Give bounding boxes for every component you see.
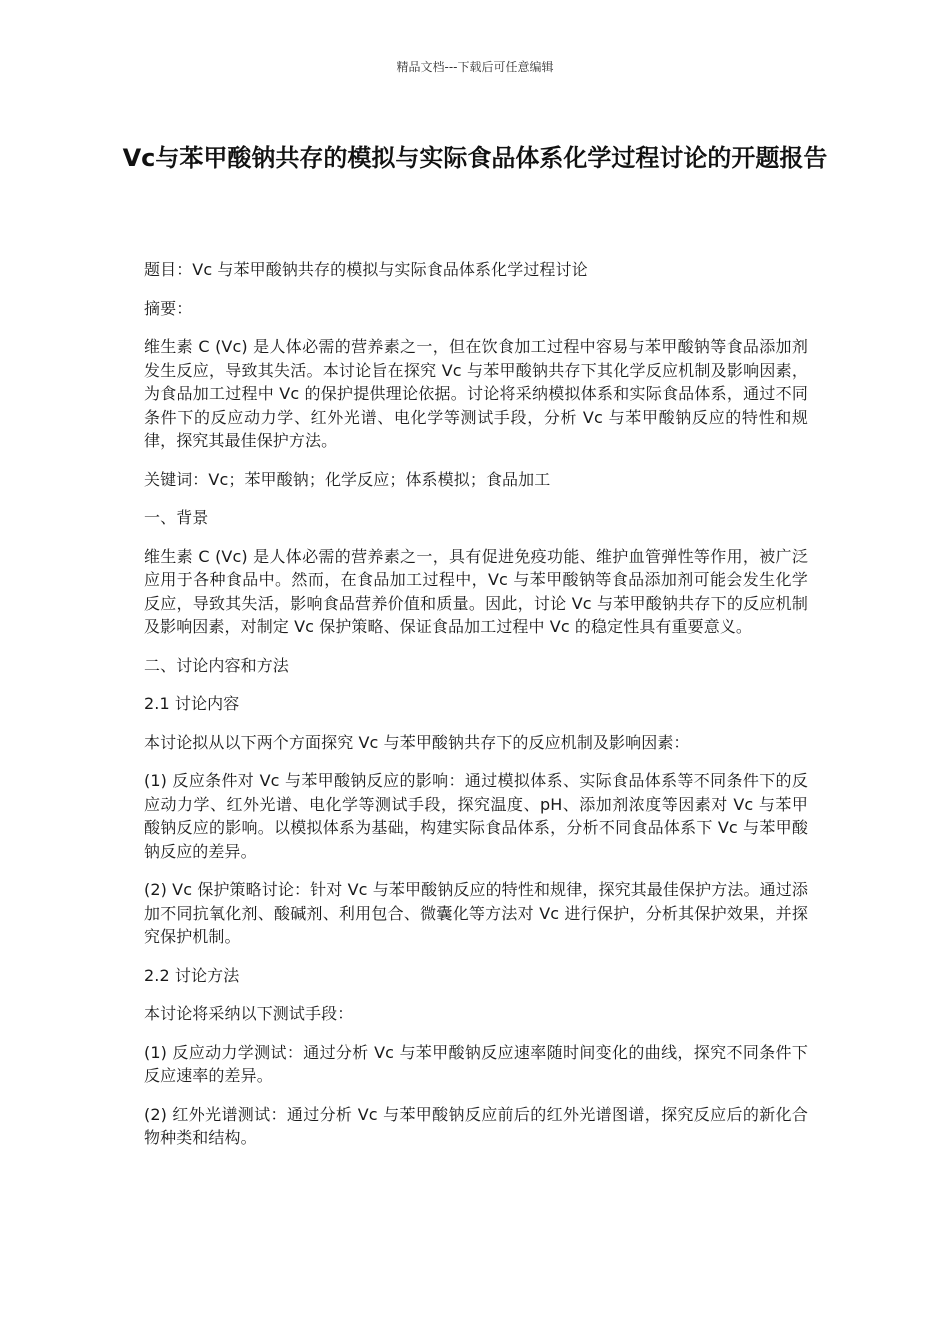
header-note: 精品文档---下载后可任意编辑 bbox=[396, 60, 554, 74]
keywords-line: 关键词：Vc；苯甲酸钠；化学反应；体系模拟；食品加工 bbox=[144, 469, 551, 489]
methods-item-2: (2) 红外光谱测试：通过分析 Vc 与苯甲酸钠反应前后的红外光谱图谱，探究反应后的新化合物种类和结构。 bbox=[144, 1104, 808, 1147]
content-item-1: (1) 反应条件对 Vc 与苯甲酸钠反应的影响：通过模拟体系、实际食品体系等不同条件下的反应动力学、红外光谱、电化学等测试手段，探究温度、pH、添加剂浓度等因素对 Vc 与苯甲酸钠反应的影响。以模拟体系为基础，构建实际食品体系，分析不同食品体系下 Vc 与苯甲酸钠反应的差异。 bbox=[144, 771, 808, 861]
document-body bbox=[144, 258, 808, 1165]
subsection-heading-methods: 2.2 讨论方法 bbox=[144, 965, 240, 985]
document-title: Vc与苯甲酸钠共存的模拟与实际食品体系化学过程讨论的开题报告 bbox=[122, 144, 828, 172]
section-heading-background: 一、背景 bbox=[144, 508, 209, 527]
content-item-2: (2) Vc 保护策略讨论：针对 Vc 与苯甲酸钠反应的特性和规律，探究其最佳保护方法。通过添加不同抗氧化剂、酸碱剂、利用包合、微囊化等方法对 Vc 进行保护，分析其保护效果，并探究保护机制。 bbox=[144, 880, 808, 946]
background-text: 维生素 C (Vc) 是人体必需的营养素之一，具有促进免疫功能、维护血管弹性等作用，被广泛应用于各种食品中。然而，在食品加工过程中，Vc 与苯甲酸钠等食品添加剂可能会发生化学反应，导致其失活，影响食品营养价值和质量。因此，讨论 Vc 与苯甲酸钠共存下的反应机制及影响因素，对制定 Vc 保护策略、保证食品加工过程中 Vc 的稳定性具有重要意义。 bbox=[144, 546, 808, 636]
abstract-heading: 摘要： bbox=[144, 298, 193, 318]
content-intro: 本讨论拟从以下两个方面探究 Vc 与苯甲酸钠共存下的反应机制及影响因素： bbox=[144, 732, 690, 752]
subsection-heading-content: 2.1 讨论内容 bbox=[144, 694, 240, 713]
methods-intro: 本讨论将采纳以下测试手段： bbox=[144, 1004, 354, 1023]
abstract-text: 维生素 C (Vc) 是人体必需的营养素之一，但在饮食加工过程中容易与苯甲酸钠等食品添加剂发生反应，导致其失活。本讨论旨在探究 Vc 与苯甲酸钠共存下其化学反应机制及影响因素，为食品加工过程中 Vc 的保护提供理论依据。讨论将采纳模拟体系和实际食品体系，通过不同条件下的反应动力学、红外光谱、电化学等测试手段，分析 Vc 与苯甲酸钠反应的特性和规律，探究其最佳保护方法。 bbox=[144, 337, 808, 450]
topic-line: 题目：Vc 与苯甲酸钠共存的模拟与实际食品体系化学过程讨论 bbox=[144, 260, 588, 279]
section-heading-content-methods: 二、讨论内容和方法 bbox=[144, 655, 289, 675]
methods-item-1: (1) 反应动力学测试：通过分析 Vc 与苯甲酸钠反应速率随时间变化的曲线，探究不同条件下反应速率的差异。 bbox=[144, 1042, 808, 1085]
